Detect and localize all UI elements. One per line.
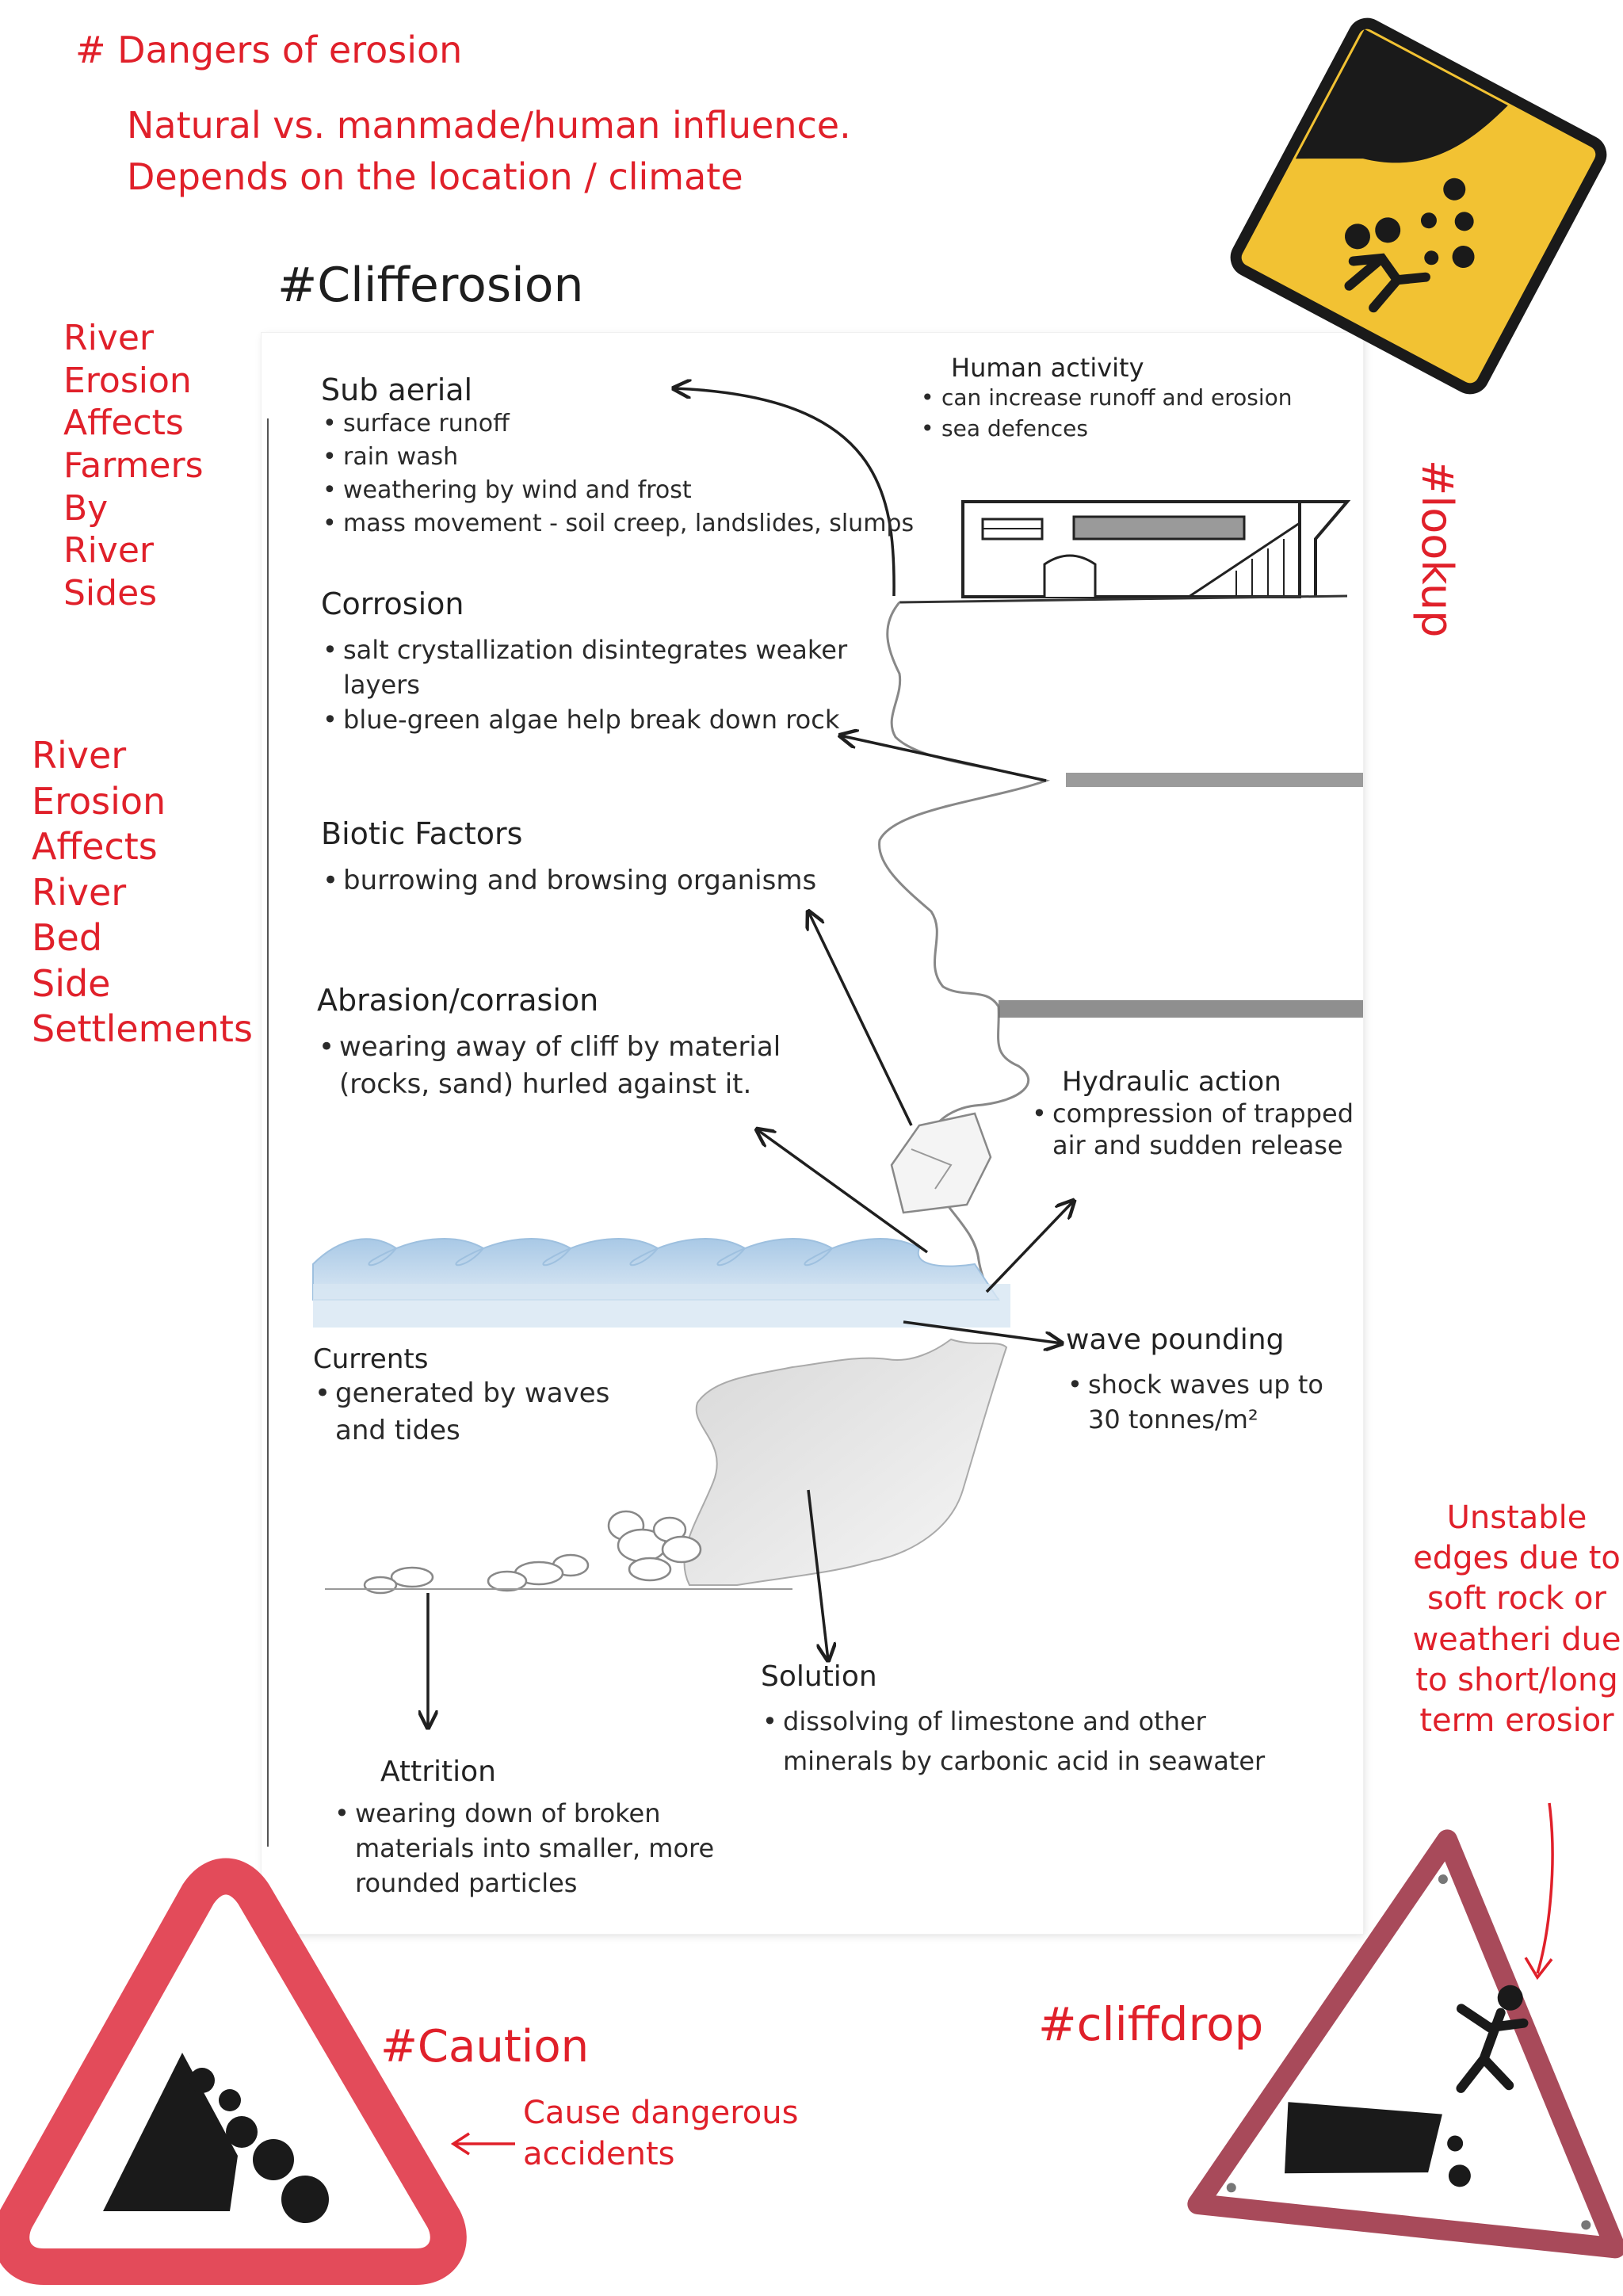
abrasion-list (317, 1029, 872, 1103)
list-item: • weathering by wind and frost (321, 474, 923, 507)
list-item: • generated by waves and tides (313, 1375, 662, 1450)
solution-block (761, 1660, 1276, 1781)
human-activity-list (919, 383, 1363, 444)
list-item: • burrowing and browsing organisms (321, 862, 876, 900)
rock-fragment (892, 1114, 991, 1213)
wave-pounding-block (1066, 1324, 1351, 1437)
note-word: Sides (63, 573, 158, 614)
list-item: • surface runoff (321, 407, 923, 441)
seabed-rock (684, 1339, 1006, 1585)
currents-block (313, 1343, 662, 1450)
caution-note: Cause dangerous accidents (523, 2095, 799, 2172)
corrosion-heading: Corrosion (321, 586, 464, 621)
note-word: River (63, 530, 154, 571)
strata-band-1 (1066, 773, 1363, 787)
hydraulic-list (1030, 1098, 1363, 1161)
abrasion-heading: Abrasion/corrasion (317, 983, 599, 1018)
note-word: River (32, 734, 127, 777)
cliff-erosion-title: #Clifferosion (277, 258, 584, 313)
location-climate-note: Depends on the location / climate (127, 155, 743, 198)
note-word: Affects (32, 825, 158, 868)
falling-rocks-sign-yellow (1231, 18, 1606, 393)
list-item: • can increase runoff and erosion (919, 383, 1363, 414)
note-word: River (32, 870, 127, 914)
abrasion-block (317, 983, 872, 1103)
list-item: • mass movement - soil creep, landslides, slumps (321, 507, 923, 541)
list-item: • dissolving of limestone and other minerals by carbonic acid in seawater (761, 1702, 1276, 1781)
note-word: Farmers (63, 445, 204, 487)
note-word: River (63, 318, 154, 358)
list-item: • blue-green algae help break down rock (321, 702, 852, 737)
wave-pounding-heading: wave pounding (1066, 1324, 1285, 1356)
subaerial-block (321, 372, 923, 541)
unstable-note-arrow (1537, 1803, 1552, 1973)
solution-heading: Solution (761, 1660, 877, 1693)
note-word: Side (32, 961, 111, 1005)
attrition-block (333, 1755, 761, 1901)
subaerial-heading: Sub aerial (321, 372, 473, 407)
list-item: • sea defences (919, 414, 1363, 445)
note-word: Settlements (32, 1007, 253, 1050)
dangers-title: # Dangers of erosion (75, 29, 463, 71)
list-item: • compression of trapped air and sudden release (1030, 1098, 1363, 1161)
arrow-to-corrosion (840, 735, 1046, 781)
attrition-heading: Attrition (380, 1755, 496, 1788)
currents-heading: Currents (313, 1343, 429, 1375)
attrition-list (333, 1796, 761, 1901)
subaerial-list (321, 407, 923, 541)
biotic-block (321, 816, 876, 900)
lookup-tag: #lookup (1412, 460, 1462, 638)
arrow-to-hydraulic (987, 1201, 1074, 1292)
unstable-edges-note: Unstable edges due to soft rock or weatheri due to short/long term erosior (1412, 1499, 1621, 1739)
corrosion-block (321, 586, 852, 737)
note-word: Affects (63, 403, 184, 444)
human-activity-heading: Human activity (951, 353, 1144, 383)
note-word: Bed (32, 916, 103, 959)
list-item: • wearing down of broken materials into smaller, more rounded particles (333, 1796, 761, 1901)
note-word: Erosion (63, 360, 192, 401)
hydraulic-block (1030, 1066, 1363, 1161)
note-word: By (63, 487, 109, 529)
pebbles (365, 1511, 701, 1593)
wave-pounding-list (1066, 1367, 1351, 1437)
strata-band-2 (999, 1000, 1363, 1018)
human-activity-block (919, 353, 1363, 444)
list-item: • shock waves up to 30 tonnes/m² (1066, 1367, 1351, 1437)
list-item: • wearing away of cliff by material (rocks, sand) hurled against it. (317, 1029, 872, 1103)
caution-tag: #Caution (380, 2021, 590, 2073)
note-word: Erosion (32, 779, 166, 823)
list-item: • rain wash (321, 441, 923, 474)
list-item: • salt crystallization disintegrates weaker layers (321, 632, 852, 702)
biotic-list (321, 862, 876, 900)
currents-list (313, 1375, 662, 1450)
cliffdrop-tag: #cliffdrop (1038, 1997, 1264, 2051)
building-drawing (963, 502, 1347, 597)
hydraulic-heading: Hydraulic action (1062, 1066, 1281, 1098)
biotic-heading: Biotic Factors (321, 816, 523, 851)
natural-vs-manmade-note: Natural vs. manmade/human influence. (127, 104, 851, 147)
corrosion-list (321, 632, 852, 737)
solution-list (761, 1702, 1276, 1781)
